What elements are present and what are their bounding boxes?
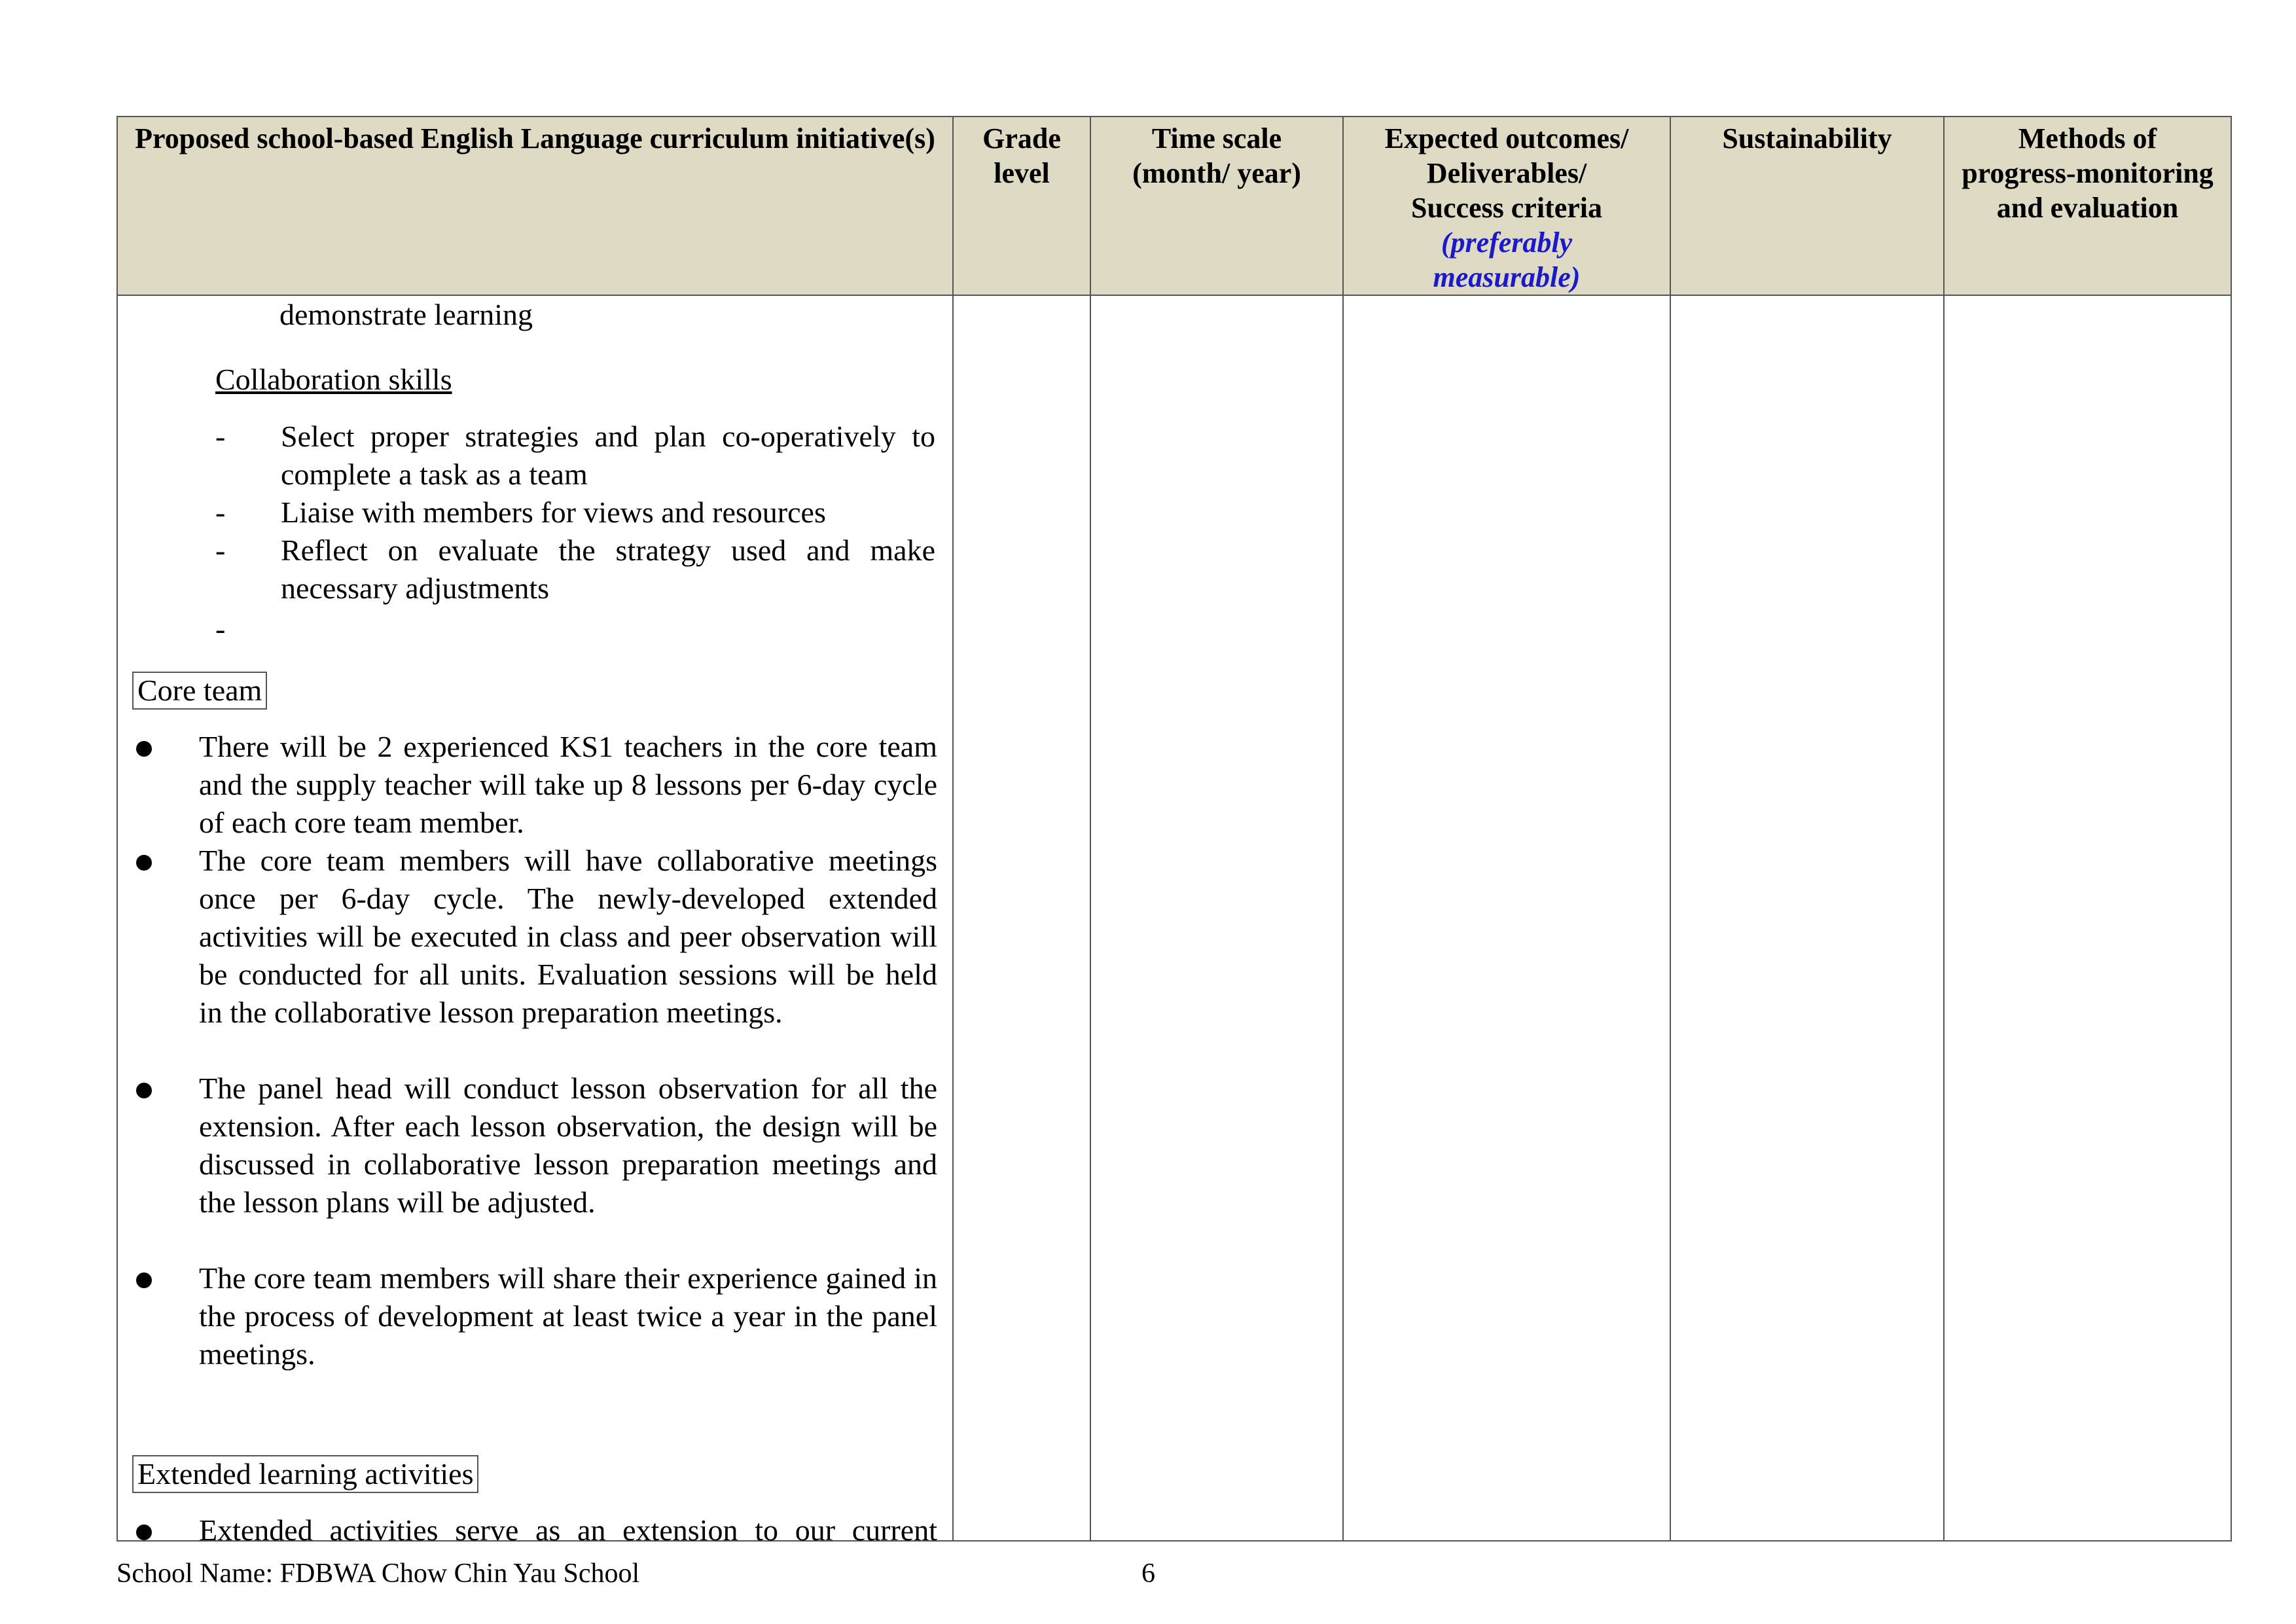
list-item: There will be 2 experienced KS1 teachers in the core team and the supply teacher will take up 8 lessons per 6-day cycle of each core team member. — [199, 730, 937, 839]
footer-page-number: 6 — [1141, 1559, 1155, 1589]
bullet-icon — [136, 855, 152, 871]
header-sustainability: Sustainability — [1670, 117, 1944, 295]
dash-marker: - — [215, 612, 226, 645]
list-item: The panel head will conduct lesson observation for all the extension. After each lesson observation, the design will be discussed in collaborative lesson preparation meetings and the lesson plans will be adjusted. — [199, 1072, 937, 1219]
bullet-icon — [136, 1272, 152, 1288]
core-team-heading: Core team — [132, 672, 267, 710]
list-item: The core team members will share their experience gained in the process of development at least twice a year in the panel meetings. — [199, 1261, 937, 1371]
header-initiative: Proposed school-based English Language curriculum initiative(s) — [117, 117, 953, 295]
list-item: Liaise with members for views and resources — [281, 496, 826, 529]
header-time-scale: Time scale (month/ year) — [1090, 117, 1343, 295]
bullet-icon — [136, 1525, 152, 1540]
bullet-icon — [136, 741, 152, 757]
curriculum-plan-table — [117, 116, 2232, 1547]
header-expected-outcomes: Expected outcomes/ Deliverables/ Success criteria (preferably measurable) — [1343, 117, 1670, 295]
dash-marker: - — [215, 420, 226, 453]
header-measurable-note: (preferably — [1441, 226, 1573, 259]
methods-cell — [1944, 295, 2231, 1541]
initiative-cell — [117, 295, 953, 1547]
list-item: The core team members will have collaborative meetings once per 6-day cycle. The newly-developed extended activities will be executed in class and peer observation will be conducted for all units. Evaluation sessions will be held in the collaborative lesson preparation meetings. — [199, 844, 937, 1029]
table-header-row — [117, 117, 2231, 295]
time-scale-cell — [1090, 295, 1343, 1541]
dash-marker: - — [215, 533, 226, 567]
expected-outcomes-cell — [1343, 295, 1670, 1541]
table-body-row — [117, 295, 2231, 1541]
bullet-icon — [136, 1083, 152, 1098]
header-methods: Methods of progress-monitoring and evaluation — [1944, 117, 2231, 295]
grade-level-cell — [953, 295, 1090, 1541]
dash-marker: - — [215, 496, 226, 529]
continued-text: demonstrate learning — [279, 298, 533, 331]
header-grade-level: Grade level — [953, 117, 1090, 295]
extended-activities-heading: Extended learning activities — [132, 1455, 478, 1493]
list-item: Reflect on evaluate the strategy used and make necessary adjustments — [281, 533, 935, 605]
list-item: Extended activities serve as an extension to our current — [199, 1513, 937, 1547]
footer-school-name: School Name: FDBWA Chow Chin Yau School — [117, 1559, 640, 1589]
collaboration-skills-heading: Collaboration skills — [215, 363, 452, 396]
sustainability-cell — [1670, 295, 1944, 1541]
list-item: Select proper strategies and plan co-operatively to complete a task as a team — [281, 420, 935, 491]
